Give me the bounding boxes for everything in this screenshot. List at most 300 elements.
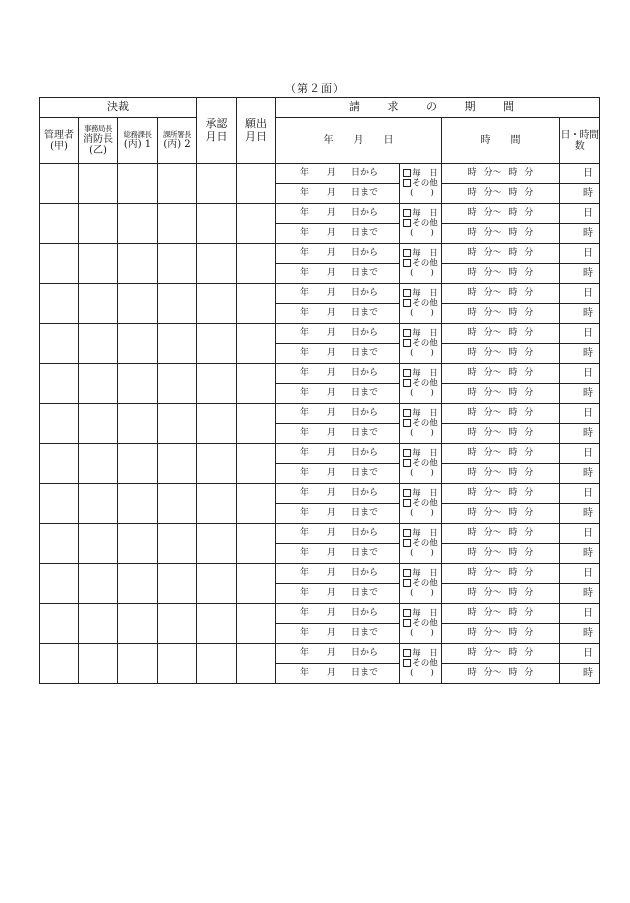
start-date-cell[interactable] — [276, 204, 400, 224]
chief-header — [79, 118, 118, 164]
start-date-cell[interactable] — [276, 484, 400, 504]
chief-approval-cell[interactable] — [79, 164, 118, 204]
approval-date-cell[interactable] — [197, 164, 237, 204]
submission-date-cell[interactable] — [237, 564, 276, 604]
other-detail-paren: ( ) — [410, 307, 434, 318]
until-label: 日まで — [350, 187, 378, 198]
day-unit-label: 日 — [583, 248, 593, 259]
hours-count-cell[interactable] — [560, 344, 600, 364]
other-checkbox[interactable] — [403, 459, 411, 467]
other-detail-field[interactable] — [400, 669, 441, 678]
ymd-header: 年 月 日 — [276, 118, 442, 164]
time-range-label: 時 分～ 時 分 — [467, 527, 534, 538]
start-date-cell[interactable] — [276, 644, 400, 664]
year-label: 年 — [299, 607, 309, 618]
submission-date-cell[interactable] — [237, 404, 276, 444]
chief-approval-cell[interactable] — [79, 644, 118, 684]
request-row — [40, 324, 600, 344]
frequency-cell — [400, 484, 442, 524]
time-range-cell[interactable] — [442, 644, 560, 664]
frequency-cell — [400, 524, 442, 564]
every-day-checkbox[interactable] — [403, 249, 411, 257]
other-checkbox[interactable] — [403, 299, 411, 307]
hours-count-cell[interactable] — [560, 464, 600, 484]
chief-approval-cell[interactable] — [79, 284, 118, 324]
every-day-checkbox[interactable] — [403, 169, 411, 177]
frequency-cell — [400, 644, 442, 684]
general-affairs-approval-cell[interactable] — [118, 204, 158, 244]
other-detail-field[interactable] — [400, 349, 441, 358]
start-date-cell[interactable] — [276, 364, 400, 384]
time-range-label: 時 分～ 時 分 — [467, 167, 534, 178]
days-count-cell[interactable] — [560, 444, 600, 464]
general-affairs-approval-cell[interactable] — [118, 484, 158, 524]
chief-approval-cell[interactable] — [79, 364, 118, 404]
time-range-label: 時 分～ 時 分 — [467, 667, 534, 678]
end-date-cell[interactable] — [276, 424, 400, 444]
section-chief-approval-cell[interactable] — [158, 164, 197, 204]
time-range-cell[interactable] — [442, 544, 560, 564]
request-period-header: 請 求 の 期 間 — [276, 98, 600, 118]
manager-approval-cell[interactable] — [40, 524, 79, 564]
chief-approval-cell[interactable] — [79, 564, 118, 604]
month-label: 月 — [326, 407, 336, 418]
other-detail-paren: ( ) — [410, 587, 434, 598]
time-range-cell[interactable] — [442, 404, 560, 424]
month-label: 月 — [326, 647, 336, 658]
section-chief-approval-cell[interactable] — [158, 324, 197, 364]
every-day-label: 毎 日 — [412, 408, 438, 419]
other-label: その他 — [412, 298, 438, 309]
section-chief-approval-cell[interactable] — [158, 244, 197, 284]
request-row — [40, 644, 600, 664]
submission-date-cell[interactable] — [237, 324, 276, 364]
time-range-cell[interactable] — [442, 664, 560, 684]
until-label: 日まで — [350, 227, 378, 238]
submission-date-cell[interactable] — [237, 444, 276, 484]
from-label: 日から — [350, 247, 378, 258]
days-count-cell[interactable] — [560, 484, 600, 504]
every-day-checkbox[interactable] — [403, 409, 411, 417]
start-date-cell[interactable] — [276, 604, 400, 624]
every-day-checkbox[interactable] — [403, 369, 411, 377]
end-date-cell[interactable] — [276, 664, 400, 684]
other-label: その他 — [412, 618, 438, 629]
start-date-cell[interactable] — [276, 244, 400, 264]
other-checkbox[interactable] — [403, 259, 411, 267]
other-detail-field[interactable] — [400, 269, 441, 278]
other-checkbox[interactable] — [403, 379, 411, 387]
manager-approval-cell[interactable] — [40, 244, 79, 284]
manager-approval-cell[interactable] — [40, 644, 79, 684]
time-range-label: 時 分～ 時 分 — [467, 187, 534, 198]
manager-approval-cell[interactable] — [40, 484, 79, 524]
month-label: 月 — [326, 247, 336, 258]
submission-date-cell[interactable] — [237, 364, 276, 404]
from-label: 日から — [350, 167, 378, 178]
other-label: その他 — [412, 538, 438, 549]
time-range-cell[interactable] — [442, 564, 560, 584]
approval-date-cell[interactable] — [197, 644, 237, 684]
start-date-cell[interactable] — [276, 404, 400, 424]
month-label: 月 — [326, 507, 336, 518]
every-day-label: 毎 日 — [412, 608, 438, 619]
manager-approval-cell[interactable] — [40, 324, 79, 364]
general-affairs-approval-cell[interactable] — [118, 644, 158, 684]
hours-count-cell[interactable] — [560, 304, 600, 324]
approval-date-cell[interactable] — [197, 364, 237, 404]
every-day-checkbox[interactable] — [403, 609, 411, 617]
hour-unit-label: 時 — [583, 468, 593, 479]
from-label: 日から — [350, 327, 378, 338]
general-affairs-approval-cell[interactable] — [118, 564, 158, 604]
time-range-cell[interactable] — [442, 344, 560, 364]
general-affairs-approval-cell[interactable] — [118, 164, 158, 204]
start-date-cell[interactable] — [276, 164, 400, 184]
end-date-cell[interactable] — [276, 184, 400, 204]
time-range-cell[interactable] — [442, 204, 560, 224]
other-detail-paren: ( ) — [410, 547, 434, 558]
submission-date-cell[interactable] — [237, 244, 276, 284]
start-date-cell[interactable] — [276, 444, 400, 464]
time-range-cell[interactable] — [442, 324, 560, 344]
days-count-cell[interactable] — [560, 204, 600, 224]
time-range-label: 時 分～ 時 分 — [467, 267, 534, 278]
time-range-cell[interactable] — [442, 244, 560, 264]
frequency-cell — [400, 604, 442, 644]
time-range-cell[interactable] — [442, 464, 560, 484]
other-detail-field[interactable] — [400, 389, 441, 398]
section-chief-approval-cell[interactable] — [158, 484, 197, 524]
other-label: その他 — [412, 418, 438, 429]
end-date-cell[interactable] — [276, 264, 400, 284]
year-label: 年 — [299, 627, 309, 638]
other-checkbox[interactable] — [403, 659, 411, 667]
year-label: 年 — [299, 447, 309, 458]
every-day-checkbox[interactable] — [403, 449, 411, 457]
end-date-cell[interactable] — [276, 504, 400, 524]
start-date-cell[interactable] — [276, 524, 400, 544]
day-unit-label: 日 — [583, 368, 593, 379]
other-checkbox[interactable] — [403, 179, 411, 187]
other-detail-paren: ( ) — [410, 427, 434, 438]
section-chief-approval-cell[interactable] — [158, 444, 197, 484]
general-affairs-approval-cell[interactable] — [118, 244, 158, 284]
hour-unit-label: 時 — [583, 388, 593, 399]
days-count-cell[interactable] — [560, 644, 600, 664]
other-detail-field[interactable] — [400, 469, 441, 478]
manager-label: 管理者 — [44, 129, 74, 141]
general-affairs-header — [118, 118, 158, 164]
every-day-checkbox[interactable] — [403, 289, 411, 297]
days-count-cell[interactable] — [560, 324, 600, 344]
approval-date-cell[interactable] — [197, 524, 237, 564]
time-range-cell[interactable] — [442, 284, 560, 304]
time-range-cell[interactable] — [442, 504, 560, 524]
time-range-cell[interactable] — [442, 184, 560, 204]
hours-count-cell[interactable] — [560, 264, 600, 284]
day-unit-label: 日 — [583, 528, 593, 539]
until-label: 日まで — [350, 347, 378, 358]
leave-request-table — [39, 97, 600, 684]
frequency-cell — [400, 324, 442, 364]
manager-approval-cell[interactable] — [40, 164, 79, 204]
end-date-cell[interactable] — [276, 624, 400, 644]
time-range-cell[interactable] — [442, 624, 560, 644]
submission-date-cell[interactable] — [237, 604, 276, 644]
request-row — [40, 404, 600, 424]
year-label: 年 — [299, 207, 309, 218]
time-range-cell[interactable] — [442, 524, 560, 544]
approval-label: 承認 — [205, 117, 228, 131]
chief-approval-cell[interactable] — [79, 524, 118, 564]
month-label: 月 — [326, 607, 336, 618]
general-affairs-approval-cell[interactable] — [118, 324, 158, 364]
general-affairs-approval-cell[interactable] — [118, 444, 158, 484]
end-date-cell[interactable] — [276, 544, 400, 564]
manager-approval-cell[interactable] — [40, 364, 79, 404]
other-checkbox[interactable] — [403, 219, 411, 227]
manager-approval-cell[interactable] — [40, 604, 79, 644]
approval-date-cell[interactable] — [197, 404, 237, 444]
manager-approval-cell[interactable] — [40, 404, 79, 444]
other-detail-field[interactable] — [400, 189, 441, 198]
general-affairs-approval-cell[interactable] — [118, 284, 158, 324]
hours-count-cell[interactable] — [560, 384, 600, 404]
other-checkbox[interactable] — [403, 499, 411, 507]
end-date-cell[interactable] — [276, 464, 400, 484]
other-detail-field[interactable] — [400, 629, 441, 638]
manager-approval-cell[interactable] — [40, 284, 79, 324]
manager-approval-cell[interactable] — [40, 444, 79, 484]
frequency-cell — [400, 444, 442, 484]
days-count-cell[interactable] — [560, 564, 600, 584]
end-date-cell[interactable] — [276, 584, 400, 604]
other-label: その他 — [412, 498, 438, 509]
hours-count-cell[interactable] — [560, 424, 600, 444]
submission-date-cell[interactable] — [237, 484, 276, 524]
day-unit-label: 日 — [583, 488, 593, 499]
until-label: 日まで — [350, 387, 378, 398]
chief-approval-cell[interactable] — [79, 484, 118, 524]
general-affairs-approval-cell[interactable] — [118, 404, 158, 444]
time-range-cell[interactable] — [442, 264, 560, 284]
days-hours-header: 日・時間数 — [560, 118, 600, 164]
chief-approval-cell[interactable] — [79, 404, 118, 444]
submission-date-header — [237, 98, 276, 164]
other-detail-field[interactable] — [400, 549, 441, 558]
every-day-checkbox[interactable] — [403, 529, 411, 537]
hours-count-cell[interactable] — [560, 504, 600, 524]
year-label: 年 — [299, 487, 309, 498]
time-range-cell[interactable] — [442, 484, 560, 504]
hour-unit-label: 時 — [583, 228, 593, 239]
section-chief-approval-cell[interactable] — [158, 284, 197, 324]
hours-count-cell[interactable] — [560, 664, 600, 684]
hours-count-cell[interactable] — [560, 624, 600, 644]
manager-approval-cell[interactable] — [40, 564, 79, 604]
manager-header — [40, 118, 79, 164]
other-label: その他 — [412, 378, 438, 389]
chief-approval-cell[interactable] — [79, 204, 118, 244]
month-label: 月 — [326, 167, 336, 178]
section-chief-approval-cell[interactable] — [158, 524, 197, 564]
year-label: 年 — [299, 467, 309, 478]
section-chief-approval-cell[interactable] — [158, 364, 197, 404]
time-range-cell[interactable] — [442, 444, 560, 464]
days-count-cell[interactable] — [560, 604, 600, 624]
hour-unit-label: 時 — [583, 348, 593, 359]
section-chief-approval-cell[interactable] — [158, 564, 197, 604]
time-range-cell[interactable] — [442, 304, 560, 324]
month-label: 月 — [326, 347, 336, 358]
other-detail-field[interactable] — [400, 309, 441, 318]
time-range-cell[interactable] — [442, 584, 560, 604]
general-affairs-approval-cell[interactable] — [118, 364, 158, 404]
end-date-cell[interactable] — [276, 304, 400, 324]
year-label: 年 — [299, 567, 309, 578]
month-label: 月 — [326, 287, 336, 298]
chief-class: (乙) — [89, 144, 107, 156]
section-chief-approval-cell[interactable] — [158, 644, 197, 684]
year-label: 年 — [299, 287, 309, 298]
submission-date-cell[interactable] — [237, 164, 276, 204]
every-day-checkbox[interactable] — [403, 209, 411, 217]
other-label: その他 — [412, 218, 438, 229]
submission-date-cell[interactable] — [237, 524, 276, 564]
request-row — [40, 564, 600, 584]
other-checkbox[interactable] — [403, 419, 411, 427]
days-count-cell[interactable] — [560, 284, 600, 304]
frequency-cell — [400, 404, 442, 444]
every-day-label: 毎 日 — [412, 288, 438, 299]
chief-approval-cell[interactable] — [79, 604, 118, 644]
general-affairs-approval-cell[interactable] — [118, 524, 158, 564]
day-unit-label: 日 — [583, 648, 593, 659]
other-label: その他 — [412, 338, 438, 349]
days-count-cell[interactable] — [560, 364, 600, 384]
submission-label: 願出 — [245, 117, 267, 131]
days-count-cell[interactable] — [560, 404, 600, 424]
hours-count-cell[interactable] — [560, 544, 600, 564]
other-detail-field[interactable] — [400, 429, 441, 438]
section-chief-header — [158, 118, 197, 164]
kessai-header: 決裁 — [40, 98, 197, 118]
approval-date-cell[interactable] — [197, 444, 237, 484]
section-chief-approval-cell[interactable] — [158, 604, 197, 644]
chief-approval-cell[interactable] — [79, 244, 118, 284]
request-row — [40, 204, 600, 224]
every-day-checkbox[interactable] — [403, 649, 411, 657]
time-range-cell[interactable] — [442, 384, 560, 404]
other-detail-field[interactable] — [400, 229, 441, 238]
approval-date-cell[interactable] — [197, 284, 237, 324]
days-count-cell[interactable] — [560, 164, 600, 184]
month-label: 月 — [326, 547, 336, 558]
hours-count-cell[interactable] — [560, 224, 600, 244]
request-row — [40, 284, 600, 304]
year-label: 年 — [299, 587, 309, 598]
month-label: 月 — [326, 187, 336, 198]
section-chief-approval-cell[interactable] — [158, 404, 197, 444]
every-day-checkbox[interactable] — [403, 329, 411, 337]
approval-date-cell[interactable] — [197, 604, 237, 644]
other-checkbox[interactable] — [403, 539, 411, 547]
day-unit-label: 日 — [583, 608, 593, 619]
time-range-label: 時 分～ 時 分 — [467, 487, 534, 498]
every-day-checkbox[interactable] — [403, 489, 411, 497]
month-label: 月 — [326, 327, 336, 338]
frequency-cell — [400, 204, 442, 244]
general-affairs-approval-cell[interactable] — [118, 604, 158, 644]
chief-approval-cell[interactable] — [79, 444, 118, 484]
year-label: 年 — [299, 387, 309, 398]
submission-date-cell[interactable] — [237, 204, 276, 244]
other-detail-field[interactable] — [400, 509, 441, 518]
time-range-cell[interactable] — [442, 364, 560, 384]
other-checkbox[interactable] — [403, 619, 411, 627]
time-range-cell[interactable] — [442, 604, 560, 624]
until-label: 日まで — [350, 587, 378, 598]
start-date-cell[interactable] — [276, 284, 400, 304]
month-label: 月 — [326, 387, 336, 398]
time-range-cell[interactable] — [442, 224, 560, 244]
time-range-label: 時 分～ 時 分 — [467, 427, 534, 438]
other-detail-paren: ( ) — [410, 187, 434, 198]
year-label: 年 — [299, 187, 309, 198]
other-checkbox[interactable] — [403, 339, 411, 347]
time-range-label: 時 分～ 時 分 — [467, 607, 534, 618]
end-date-cell[interactable] — [276, 344, 400, 364]
time-range-cell[interactable] — [442, 164, 560, 184]
hours-count-cell[interactable] — [560, 184, 600, 204]
section-chief-approval-cell[interactable] — [158, 204, 197, 244]
until-label: 日まで — [350, 307, 378, 318]
hours-count-cell[interactable] — [560, 584, 600, 604]
every-day-label: 毎 日 — [412, 208, 438, 219]
days-count-cell[interactable] — [560, 244, 600, 264]
month-label: 月 — [326, 567, 336, 578]
end-date-cell[interactable] — [276, 384, 400, 404]
time-range-label: 時 分～ 時 分 — [467, 247, 534, 258]
approval-date-cell[interactable] — [197, 484, 237, 524]
every-day-label: 毎 日 — [412, 648, 438, 659]
manager-approval-cell[interactable] — [40, 204, 79, 244]
other-detail-field[interactable] — [400, 589, 441, 598]
submission-date-cell[interactable] — [237, 644, 276, 684]
end-date-cell[interactable] — [276, 224, 400, 244]
approval-date-cell[interactable] — [197, 324, 237, 364]
approval-date-cell[interactable] — [197, 244, 237, 284]
other-checkbox[interactable] — [403, 579, 411, 587]
days-count-cell[interactable] — [560, 524, 600, 544]
approval-date-cell[interactable] — [197, 564, 237, 604]
time-range-cell[interactable] — [442, 424, 560, 444]
approval-date-cell[interactable] — [197, 204, 237, 244]
start-date-cell[interactable] — [276, 324, 400, 344]
month-label: 月 — [326, 467, 336, 478]
general-affairs-class: (丙) 1 — [123, 139, 152, 151]
every-day-checkbox[interactable] — [403, 569, 411, 577]
frequency-cell — [400, 564, 442, 604]
submission-date-cell[interactable] — [237, 284, 276, 324]
start-date-cell[interactable] — [276, 564, 400, 584]
every-day-label: 毎 日 — [412, 528, 438, 539]
chief-approval-cell[interactable] — [79, 324, 118, 364]
year-label: 年 — [299, 547, 309, 558]
every-day-label: 毎 日 — [412, 168, 438, 179]
year-label: 年 — [299, 307, 309, 318]
